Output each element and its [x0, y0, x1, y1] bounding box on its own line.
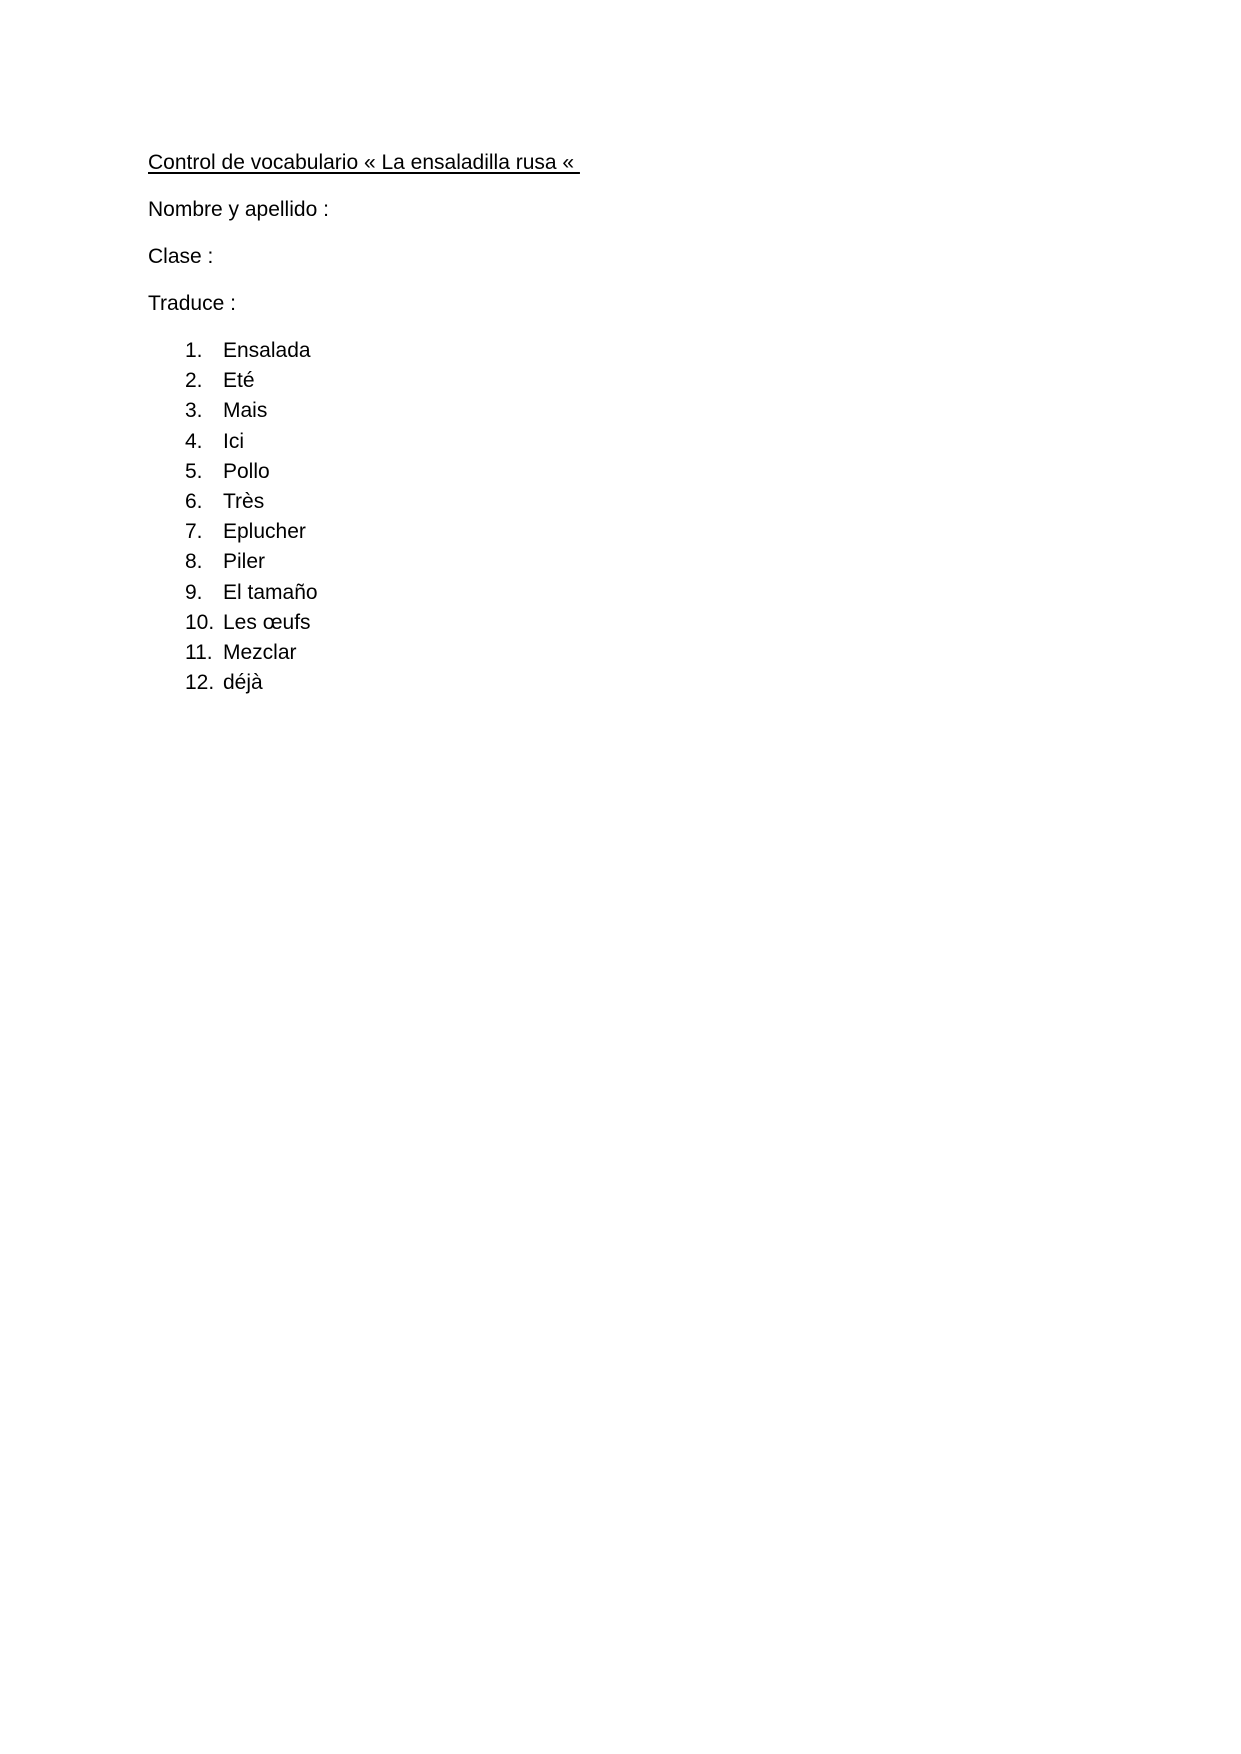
list-item — [148, 638, 1048, 668]
item-number: 6. — [185, 490, 203, 514]
list-item — [148, 427, 1048, 457]
list-item — [148, 336, 1048, 366]
list-item — [148, 547, 1048, 577]
list-item — [148, 487, 1048, 517]
document-title: Control de vocabulario « La ensaladilla rusa « — [148, 151, 580, 174]
item-word: Ici — [223, 429, 244, 453]
item-number: 8. — [185, 550, 203, 574]
item-word: Ensalada — [223, 339, 311, 363]
item-number: 12. — [185, 671, 215, 695]
item-number: 3. — [185, 399, 203, 423]
item-number: 2. — [185, 369, 203, 393]
list-item — [148, 668, 1048, 698]
list-item — [148, 396, 1048, 426]
item-word: Eté — [223, 369, 255, 393]
list-item — [148, 366, 1048, 396]
item-word: Pollo — [223, 459, 270, 483]
item-word: Piler — [223, 550, 266, 574]
item-word: Eplucher — [223, 520, 306, 544]
list-item — [148, 517, 1048, 547]
item-word: Mais — [223, 399, 268, 423]
list-item — [148, 608, 1048, 638]
item-word: déjà — [223, 671, 263, 695]
item-word: Très — [223, 490, 265, 514]
name-label: Nombre y apellido : — [148, 198, 329, 221]
item-number: 4. — [185, 429, 203, 453]
item-word: El tamaño — [223, 580, 318, 604]
vocabulary-list — [148, 336, 1048, 698]
item-number: 11. — [185, 640, 213, 664]
document-content — [148, 148, 1048, 698]
item-number: 10. — [185, 610, 215, 634]
list-item — [148, 457, 1048, 487]
item-word: Les œufs — [223, 610, 311, 634]
class-label: Clase : — [148, 245, 214, 268]
item-number: 1. — [185, 339, 203, 363]
item-number: 5. — [185, 459, 203, 483]
item-number: 7. — [185, 520, 203, 544]
item-word: Mezclar — [223, 640, 297, 664]
item-number: 9. — [185, 580, 203, 604]
instruction-label: Traduce : — [148, 292, 236, 315]
list-item — [148, 578, 1048, 608]
